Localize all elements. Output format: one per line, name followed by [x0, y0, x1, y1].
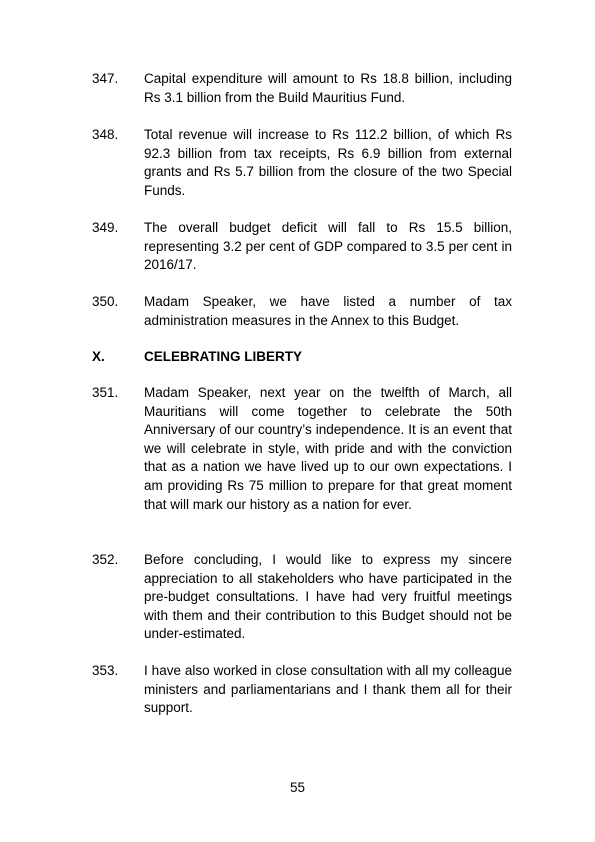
- paragraph-text: Before concluding, I would like to express my sincere appreciation to all stakeholders who have participated in the pre-budget consultations. I have had very fruitful meetings with them and their contribution to this Budget should not be under-estimated.: [144, 552, 512, 642]
- paragraph-text: Capital expenditure will amount to Rs 18.8 billion, including Rs 3.1 billion from the Build Mauritius Fund.: [144, 71, 512, 105]
- paragraph-348: [92, 126, 512, 200]
- section-title: CELEBRATING LIBERTY: [144, 349, 302, 364]
- paragraph-number: 348.: [92, 127, 119, 142]
- paragraph-number: 352.: [92, 552, 119, 567]
- paragraph-number: 349.: [92, 220, 119, 235]
- section-number: X.: [92, 349, 105, 364]
- page-number: 55: [289, 780, 306, 795]
- paragraph-text: The overall budget deficit will fall to Rs 15.5 billion, representing 3.2 per cent of GDP compared to 3.5 per cent in 2016/17.: [144, 220, 512, 273]
- paragraph-text: Madam Speaker, we have listed a number of tax administration measures in the Annex to this Budget.: [144, 294, 512, 328]
- paragraph-text: Madam Speaker, next year on the twelfth of March, all Mauritians will come together to celebrate the 50th Anniversary of our country’s independence. It is an event that we will celebrate in style, with pride and with the conviction that as a nation we have lived up to our own expectations. I am providing Rs 75 million to prepare for that great moment that will mark our history as a nation for ever.: [144, 385, 512, 512]
- paragraph-number: 353.: [92, 663, 119, 678]
- paragraph-349: [92, 219, 512, 275]
- paragraph-text: I have also worked in close consultation with all my colleague ministers and parliamentarians and I thank them all for their support.: [144, 663, 512, 716]
- paragraph-text: Total revenue will increase to Rs 112.2 billion, of which Rs 92.3 billion from tax receipts, Rs 6.9 billion from external grants and Rs 5.7 billion from the closure of the two Special Funds.: [144, 127, 512, 198]
- paragraph-351: [92, 384, 512, 514]
- paragraph-353: [92, 662, 512, 718]
- paragraph-350: [92, 293, 512, 330]
- section-heading: [92, 348, 512, 367]
- paragraph-number: 350.: [92, 294, 119, 309]
- paragraph-352: [92, 551, 512, 644]
- paragraph-number: 351.: [92, 385, 119, 400]
- paragraph-number: 347.: [92, 71, 119, 86]
- paragraph-347: [92, 70, 512, 107]
